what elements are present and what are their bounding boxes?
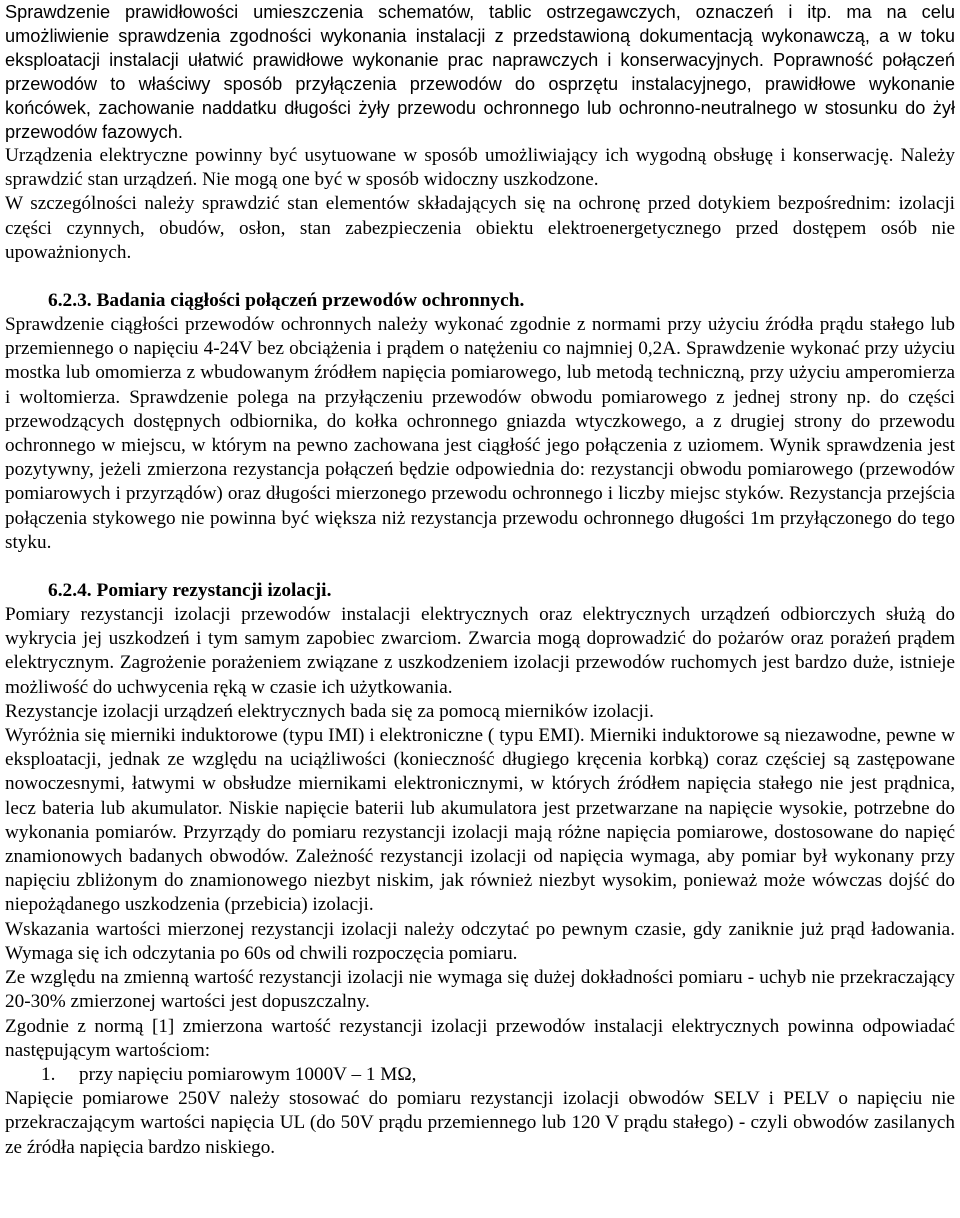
list-item-number: 1. bbox=[41, 1063, 56, 1085]
spacer bbox=[5, 265, 955, 289]
section-6-2-4-paragraph-1: Pomiary rezystancji izolacji przewodów instalacji elektrycznych oraz elektrycznych urządzeń odbiorczych służą do wykrycia jej uszkodzeń i tym samym zapobiec zwarciom. Zwarcia mogą doprowadzić do pożarów oraz porażeń prądem elektrycznym. Zagrożenie porażeniem związane z uszkodzeniem izolacji przewodów ruchomych jest bardzo duże, istnieje możliwość do uchwycenia ręką w czasie ich użytkowania. bbox=[5, 604, 955, 698]
section-heading-6-2-3: 6.2.3. Badania ciągłości połączeń przewodów ochronnych. bbox=[48, 290, 525, 312]
section-heading-6-2-4: 6.2.4. Pomiary rezystancji izolacji. bbox=[48, 580, 332, 602]
intro-paragraph-2: Urządzenia elektryczne powinny być usytuowane w sposób umożliwiający ich wygodną obsługę i konserwację. Należy sprawdzić stan urządzeń. Nie mogą one być w sposób widoczny uszkodzone. bbox=[5, 145, 955, 191]
spacer bbox=[5, 555, 955, 579]
section-6-2-3-paragraph: Sprawdzenie ciągłości przewodów ochronnych należy wykonać zgodnie z normami przy użyciu źródła prądu stałego lub przemiennego o napięciu 4-24V bez obciążenia i prądem o natężeniu co najmniej 0,2A. Sprawdzenie wykonać przy użyciu mostka lub omomierza z wbudowanym źródłem napięcia pomiarowego, lub metodą techniczną, przy użyciu amperomierza i woltomierza. Sprawdzenie polega na przyłączeniu przewodów obwodu pomiarowego z jednej strony np. do części przewodzących dostępnych odbiornika, do kołka ochronnego gniazda wtyczkowego, a z drugiej strony do przewodu ochronnego w miejscu, w którym na pewno zachowana jest ciągłość jego połączenia z uziomem. Wynik sprawdzenia jest pozytywny, jeżeli zmierzona rezystancja połączeń będzie odpowiednia do: rezystancji obwodu pomiarowego (przewodów pomiarowych i przyrządów) oraz długości mierzonego przewodu ochronnego i liczby miejsc styków. Rezystancja przejścia połączenia stykowego nie powinna być większa niż rezystancja przewodu ochronnego długości 1m przyłączonego do tego styku. bbox=[5, 314, 955, 553]
section-6-2-4-paragraph-5: Ze względu na zmienną wartość rezystancji izolacji nie wymaga się dużej dokładności pomiaru - uchyb nie przekraczający 20-30% zmierzonej wartości jest dopuszczalny. bbox=[5, 967, 955, 1013]
intro-paragraph-1: Sprawdzenie prawidłowości umieszczenia schematów, tablic ostrzegawczych, oznaczeń i itp. ma na celu umożliwienie sprawdzenia zgodności wykonania instalacji z przedstawioną dokumentacją wykonawczą, a w toku eksploatacji instalacji ułatwić prawidłowe wykonanie prac naprawczych i konserwacyjnych. Poprawność połączeń przewodów to właściwy sposób przyłączenia przewodów do osprzętu instalacyjnego, prawidłowe wykonanie końcówek, zachowanie naddatku długości żyły przewodu ochronnego lub ochronno-neutralnego w stosunku do żył przewodów fazowych. bbox=[5, 2, 955, 142]
section-6-2-4-paragraph-6: Zgodnie z normą [1] zmierzona wartość rezystancji izolacji przewodów instalacji elektrycznych powinna odpowiadać następującym wartościom: bbox=[5, 1015, 955, 1061]
intro-paragraph-3: W szczególności należy sprawdzić stan elementów składających się na ochronę przed dotykiem bezpośrednim: izolacji części czynnych, obudów, osłon, stan zabezpieczenia obiektu elektroenergetycznego przed dostępem osób nie upoważnionych. bbox=[5, 193, 955, 263]
section-6-2-4-paragraph-4: Wskazania wartości mierzonej rezystancji izolacji należy odczytać po pewnym czasie, gdy zaniknie już prąd ładowania. Wymaga się ich odczytania po 60s od chwili rozpoczęcia pomiaru. bbox=[5, 918, 955, 964]
section-6-2-4-after-list: Napięcie pomiarowe 250V należy stosować do pomiaru rezystancji izolacji obwodów SELV i PELV o napięciu nie przekraczającym wartości napięcia UL (do 50V prądu przemiennego lub 120 V prądu stałego) - czyli obwodów zasilanych ze źródła napięcia bardzo niskiego. bbox=[5, 1088, 955, 1158]
document-page bbox=[5, 0, 955, 1160]
list-item bbox=[5, 1063, 955, 1087]
list-item-text: przy napięciu pomiarowym 1000V – 1 MΩ, bbox=[79, 1063, 417, 1085]
section-6-2-4-paragraph-3: Wyróżnia się mierniki induktorowe (typu IMI) i elektroniczne ( typu EMI). Mierniki induktorowe są niezawodne, pewne w eksploatacji, jednak ze względu na uciążliwości (konieczność długiego kręcenia korbką) coraz częściej są zastępowane nowoczesnymi, łatwymi w obsłudze miernikami elektronicznymi, w których źródłem napięcia stałego nie jest prądnica, lecz bateria lub akumulator. Niskie napięcie baterii lub akumulatora jest przetwarzane na napięcie wysokie, potrzebne do wykonania pomiarów. Przyrządy do pomiaru rezystancji izolacji mają różne napięcia pomiarowe, dostosowane do napięć znamionowych badanych obwodów. Zależność rezystancji izolacji od napięcia wymaga, aby pomiar był wykonany przy napięciu zbliżonym do znamionowego niezbyt niskim, jak również niezbyt wysokim, ponieważ może wówczas dojść do niepożądanego uszkodzenia (przebicia) izolacji. bbox=[5, 725, 955, 916]
section-6-2-4-paragraph-2: Rezystancje izolacji urządzeń elektrycznych bada się za pomocą mierników izolacji. bbox=[5, 700, 654, 722]
